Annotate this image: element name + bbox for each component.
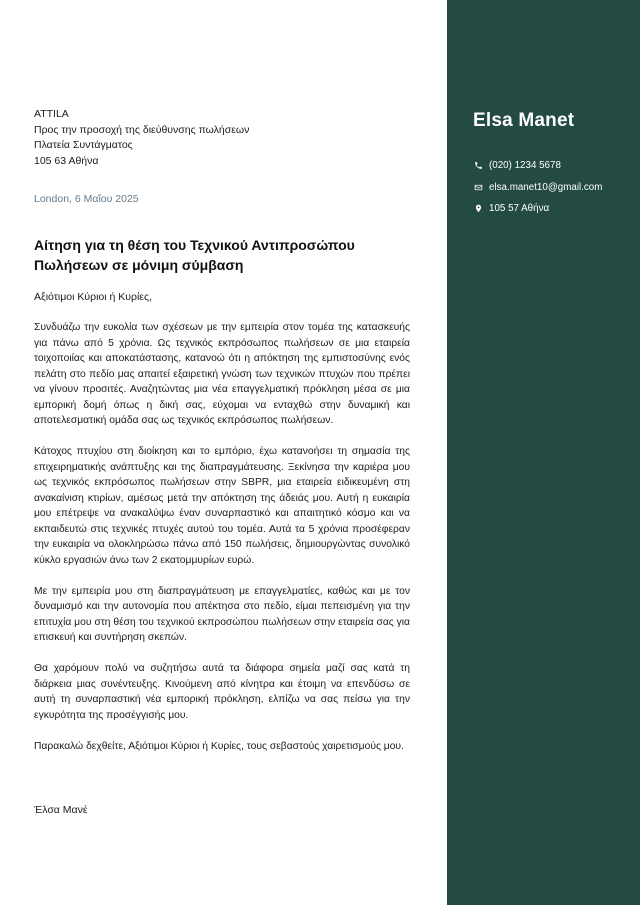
paragraph: Κάτοχος πτυχίου στη διοίκηση και το εμπόριο, έχω κατανοήσει τη σημασία της επιχειρηματικής ανάπτυξης και της διαπραγμάτευσης. Ξεκίνησα την καριέρα μου ως τεχνικός εκπρόσωπος πωλήσεων στην SBPR, μια εταιρεία ειδικευμένη στη ανακαίνιση κτιρίων, αμέσως μετά την απόκτηση της άδειάς μου. Αυτή η ευκαιρία μου επέτρεψε να ανακαλύψω έναν συναρπαστικό και απαιτητικό κόσμο και να εκπαιδευτώ στις τεχνικές πτυχές αυτού του τομέα. Αυτά τα 5 χρόνια προσέφεραν την ευκαιρία να ολοκληρώσω πάνω από 150 πωλήσεις, δημιουργώντας συνολικό κύκλο εργασιών άνω των 2 εκατομμυρίων ευρώ. [34, 446, 410, 566]
contact-email [473, 177, 602, 199]
contact-location [473, 198, 602, 220]
location-pin-icon [473, 204, 483, 214]
contact-details [473, 155, 602, 220]
paragraph: Συνδυάζω την ευκολία των σχέσεων με την εμπειρία στον τομέα της κατασκευής για πάνω από 5 χρόνια. Ως τεχνικός εκπρόσωπος πωλήσεων σε μια εταιρεία τοιχοποιίας και αποκατάστασης, κατανοώ ότι η απόκτηση της εμπιστοσύνης ενός πελάτη στο πεδίο μας απαιτεί εξαιρετική γνώση των τεχνικών πτυχών που πρέπει να γίνουν προσιτές. Αναζητώντας μια νέα επαγγελματική πρόκληση μέσα σε μια εμπορική δομή όπως η δική σας, εύχομαι να ενταχθώ στην δυναμική και αποτελεσματική ομάδα σας ως τεχνικός εκπρόσωπος πωλήσεων. [34, 322, 410, 426]
phone-icon [473, 161, 483, 171]
phone-text: (020) 1234 5678 [489, 160, 561, 171]
contact-phone [473, 155, 602, 177]
recipient-attention: Προς την προσοχή της διεύθυνσης πωλήσεων [34, 123, 250, 136]
letter-paragraphs [34, 320, 410, 770]
letter-date: London, 6 Μαΐου 2025 [34, 193, 139, 205]
email-text: elsa.manet10@gmail.com [489, 181, 603, 193]
salutation: Αξιότιμοι Κύριοι ή Κυρίες, [34, 291, 152, 303]
envelope-icon [473, 182, 483, 192]
recipient-street: Πλατεία Συντάγματος [34, 139, 133, 151]
paragraph: Με την εμπειρία μου στη διαπραγμάτευση με επαγγελματίες, καθώς και με τον δυναμισμό και την αυτονομία που απέκτησα στο πεδίο, είμαι πεπεισμένη για την επιτυχία μου στη θέση του τεχνικού εκπροσώπου πωλήσεων στην εταιρεία σας για επισκευή και συντήρηση σκεπών. [34, 585, 410, 643]
recipient-postal: 105 63 Αθήνα [34, 154, 99, 167]
signature: Έλσα Μανέ [34, 804, 88, 816]
paragraph: Θα χαρόμουν πολύ να συζητήσω αυτά τα διάφορα σημεία μαζί σας κατά τη διάρκεια μιας συνέντευξης. Κινούμενη από κίνητρα και έτοιμη να επενδύσω σε αυτή τη συναρπαστική νέα εμπορική πρόκληση, ελπίζω να σας πείσω για την εγκυρότητα της προσέγγισής μου. [34, 663, 410, 721]
closing-paragraph: Παρακαλώ δεχθείτε, Αξιότιμοι Κύριοι ή Κυρίες, τους σεβαστούς χαιρετισμούς μου. [34, 740, 404, 752]
location-text: 105 57 Αθήνα [489, 203, 550, 214]
sender-name: Elsa Manet [473, 110, 575, 131]
recipient-company: ATTILA [34, 108, 69, 120]
recipient-address [34, 107, 249, 169]
letter-subject: Αίτηση για τη θέση του Τεχνικού Αντιπροσώπου Πωλήσεων σε μόνιμη σύμβαση [34, 237, 355, 273]
contact-sidebar [447, 0, 640, 905]
